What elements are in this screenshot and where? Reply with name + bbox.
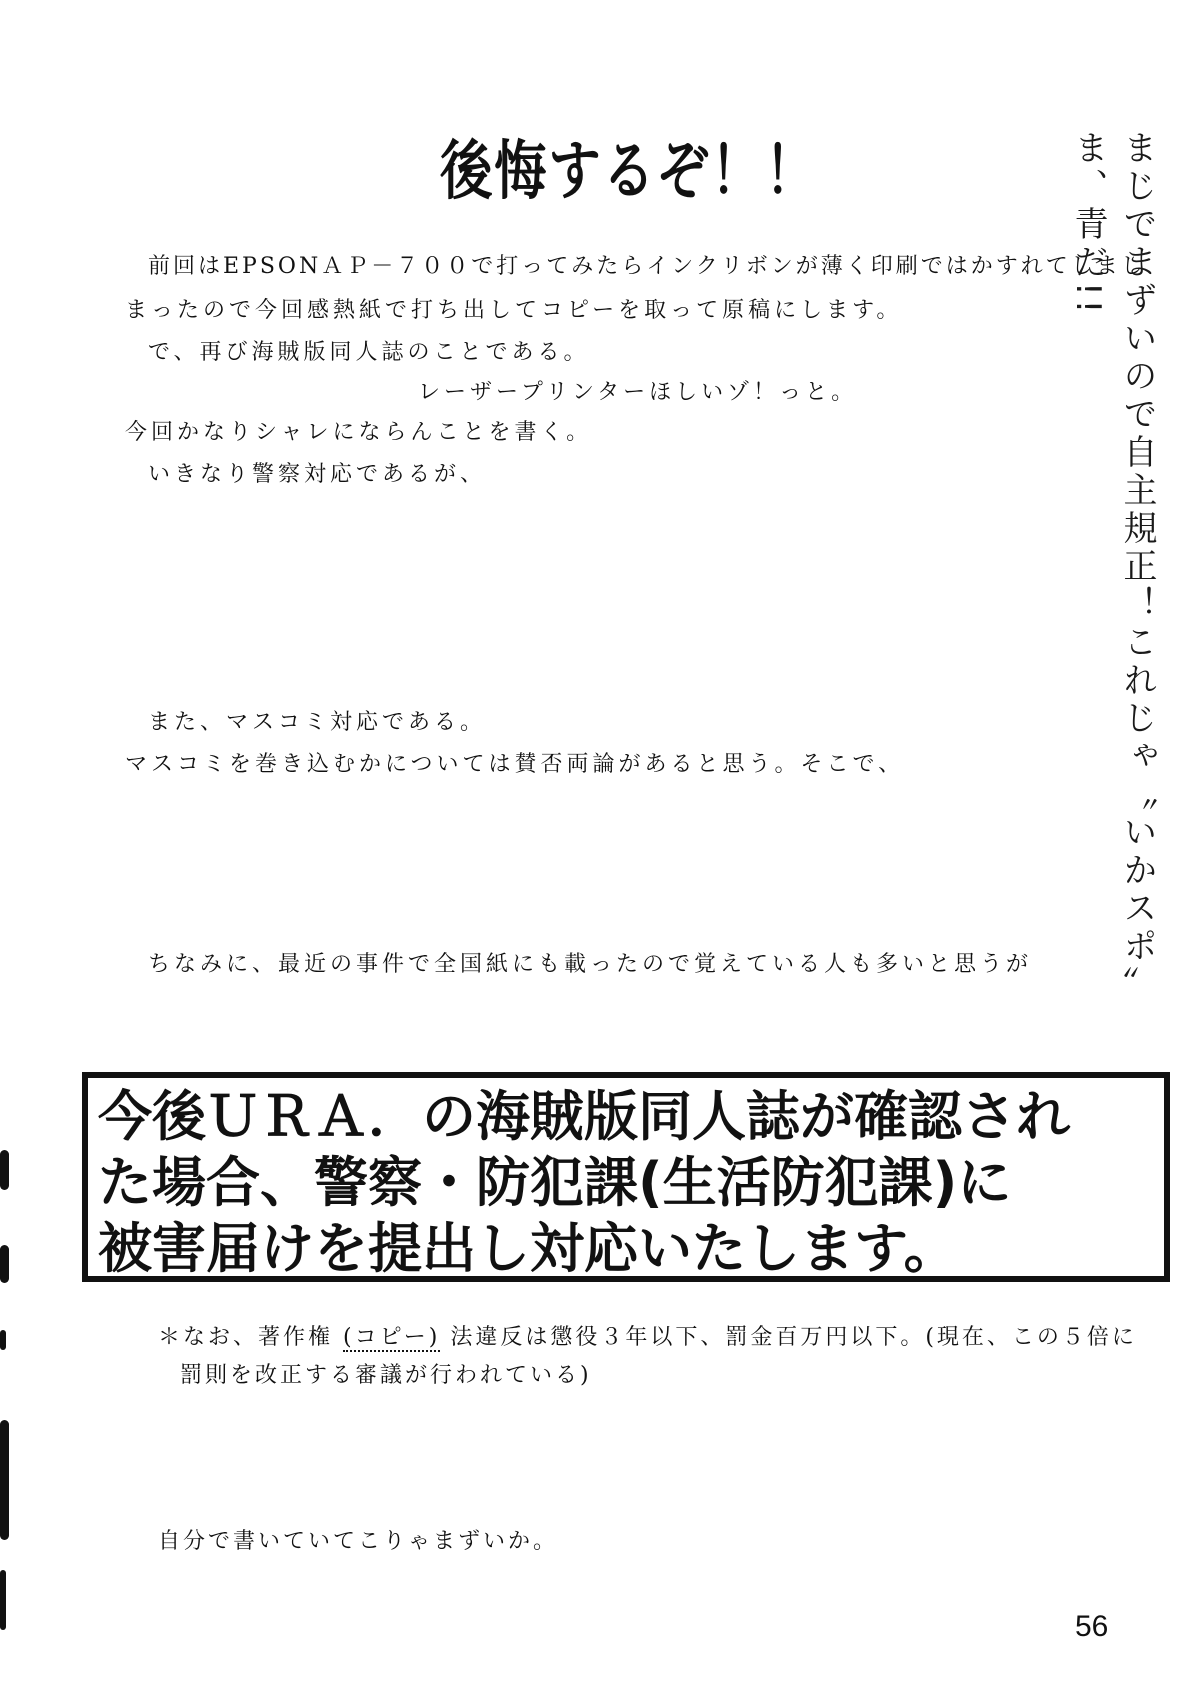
- footnote-line-2: 罰則を改正する審議が行われている): [180, 1363, 592, 1388]
- margin-mark: [0, 1150, 9, 1190]
- margin-mark: [0, 1570, 6, 1630]
- body-line-1: 前回はEPSONＡＰ－７００で打ってみたらインクリボンが薄く印刷ではかすれてしまし: [148, 254, 1146, 279]
- footnote-rest: 法違反は懲役３年以下、罰金百万円以下。(現在、この５倍に: [450, 1325, 1137, 1350]
- body-line-8: マスコミを巻き込むかについては賛否両論があると思う。そこで、: [125, 752, 905, 777]
- body-line-4: レーザープリンターほしいゾ！っと。: [418, 380, 858, 405]
- margin-mark: [0, 1330, 6, 1350]
- footnote-prefix: ＊なお、著作権: [158, 1325, 334, 1350]
- handwritten-side-note: まじでまずいので自主規正！これじゃ〝いかスポ〟ま、青だ!!: [1068, 130, 1157, 1004]
- margin-mark: [0, 1420, 9, 1540]
- margin-mark: [0, 1245, 9, 1283]
- page-title: 後悔するぞ！！: [440, 135, 819, 209]
- page-number: 56: [1075, 1610, 1109, 1643]
- body-line-9: ちなみに、最近の事件で全国紙にも載ったので覚えている人も多いと思うが: [148, 952, 1033, 977]
- body-line-3: で、再び海賊版同人誌のことである。: [148, 340, 590, 365]
- body-line-6: いきなり警察対応であるが、: [148, 462, 487, 487]
- notice-line-3: 被害届けを提出し対応いたします。: [98, 1217, 958, 1280]
- notice-line-1: 今後ＵＲＡ．の海賊版同人誌が確認され: [98, 1085, 1070, 1148]
- body-line-5: 今回かなりシャレにならんことを書く。: [125, 420, 593, 445]
- closing-line: 自分で書いていてこりゃまずいか。: [158, 1529, 559, 1554]
- body-line-2: まったので今回感熱紙で打ち出してコピーを取って原稿にします。: [125, 298, 903, 323]
- body-line-7: また、マスコミ対応である。: [148, 710, 487, 735]
- notice-line-2: た場合、警察・防犯課(生活防犯課)に: [98, 1151, 1012, 1214]
- footnote-line-1: [158, 1320, 1137, 1351]
- notice-text: [98, 1084, 1158, 1282]
- footnote-underlined: (コピー): [343, 1325, 441, 1350]
- notice-box: [82, 1072, 1170, 1282]
